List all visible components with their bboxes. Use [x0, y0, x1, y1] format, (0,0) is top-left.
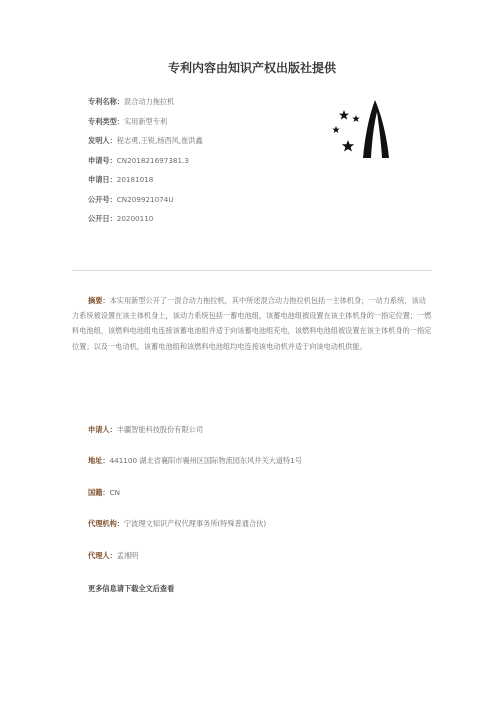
- abstract-block: [72, 293, 433, 354]
- country-value: CN: [109, 488, 120, 497]
- abstract-label: 摘要：: [88, 296, 110, 305]
- application-number-value: CN201821697381.3: [116, 155, 189, 165]
- patent-type-label: 专利类型：: [88, 116, 124, 126]
- abstract-text: 本实用新型公开了一混合动力拖拉机，其中所述混合动力拖拉机包括一主体机身；一动力系统，该动力系统被设置在该主体机身上，该动力系统包括一蓄电池组，该蓄电池组被设置在该主体机身的一指定位置；一燃料电池组，该燃料电池组电连接该蓄电池组并适于向该蓄电池组充电，该燃料电池组被设置在该主体机身的一指定位置；以及一电动机，该蓄电池组和该燃料电池组均电连接该电动机并适于向该电动机供能。: [72, 296, 432, 351]
- patent-name-value: 混合动力拖拉机: [123, 97, 175, 106]
- publication-number-row: [88, 195, 203, 204]
- section-divider: [72, 270, 432, 271]
- logo-star-3: [332, 126, 340, 133]
- agent-row: [88, 551, 138, 561]
- patent-name-label: 专利名称：: [88, 97, 124, 106]
- patent-name-row: [88, 97, 203, 106]
- address-label: 地址：: [88, 456, 110, 465]
- logo-emblem-shape: [363, 100, 389, 158]
- logo-star-2: [352, 115, 360, 122]
- agent-label: 代理人：: [88, 551, 117, 560]
- logo-star-4: [342, 140, 354, 152]
- application-date-label: 申请日：: [88, 175, 117, 184]
- application-date-row: [88, 175, 203, 184]
- country-row: [88, 488, 120, 498]
- publication-number-value: CN209921074U: [116, 194, 174, 204]
- agent-value: 孟湘明: [116, 551, 139, 560]
- more-info-note: 更多信息请下载全文后查看: [88, 584, 175, 593]
- publication-date-value: 20200110: [116, 214, 154, 223]
- publication-date-label: 公开日：: [88, 214, 117, 223]
- agency-value: 宁波理文知识产权代理事务所(特殊普通合伙): [123, 519, 267, 528]
- applicant-row: [88, 425, 203, 435]
- application-number-row: [88, 156, 203, 165]
- application-number-label: 申请号：: [88, 155, 117, 165]
- inventor-label: 发明人：: [88, 136, 117, 145]
- agency-label: 代理机构：: [88, 519, 124, 528]
- page-title: 专利内容由知识产权出版社提供: [167, 61, 336, 75]
- patent-type-value: 实用新型专利: [123, 116, 168, 126]
- patent-type-row: [88, 117, 203, 126]
- applicant-label: 申请人：: [88, 425, 117, 434]
- publication-number-label: 公开号：: [88, 194, 117, 204]
- country-label: 国籍：: [88, 488, 110, 497]
- publication-date-row: [88, 214, 203, 223]
- agency-row: [88, 519, 266, 529]
- ip-office-logo-icon: [326, 96, 426, 166]
- patent-meta: [88, 97, 203, 234]
- logo-star-1: [339, 110, 349, 120]
- application-date-value: 20181018: [116, 175, 154, 184]
- address-row: [88, 456, 302, 466]
- address-value: 441100 湖北省襄阳市襄州区国际物流园东风井关大道特1号: [109, 456, 303, 465]
- inventor-row: [88, 136, 203, 145]
- applicant-value: 丰疆智能科技股份有限公司: [116, 425, 204, 434]
- inventor-value: 程志勇,王锐,杨西风,崔洪鑫: [116, 136, 203, 145]
